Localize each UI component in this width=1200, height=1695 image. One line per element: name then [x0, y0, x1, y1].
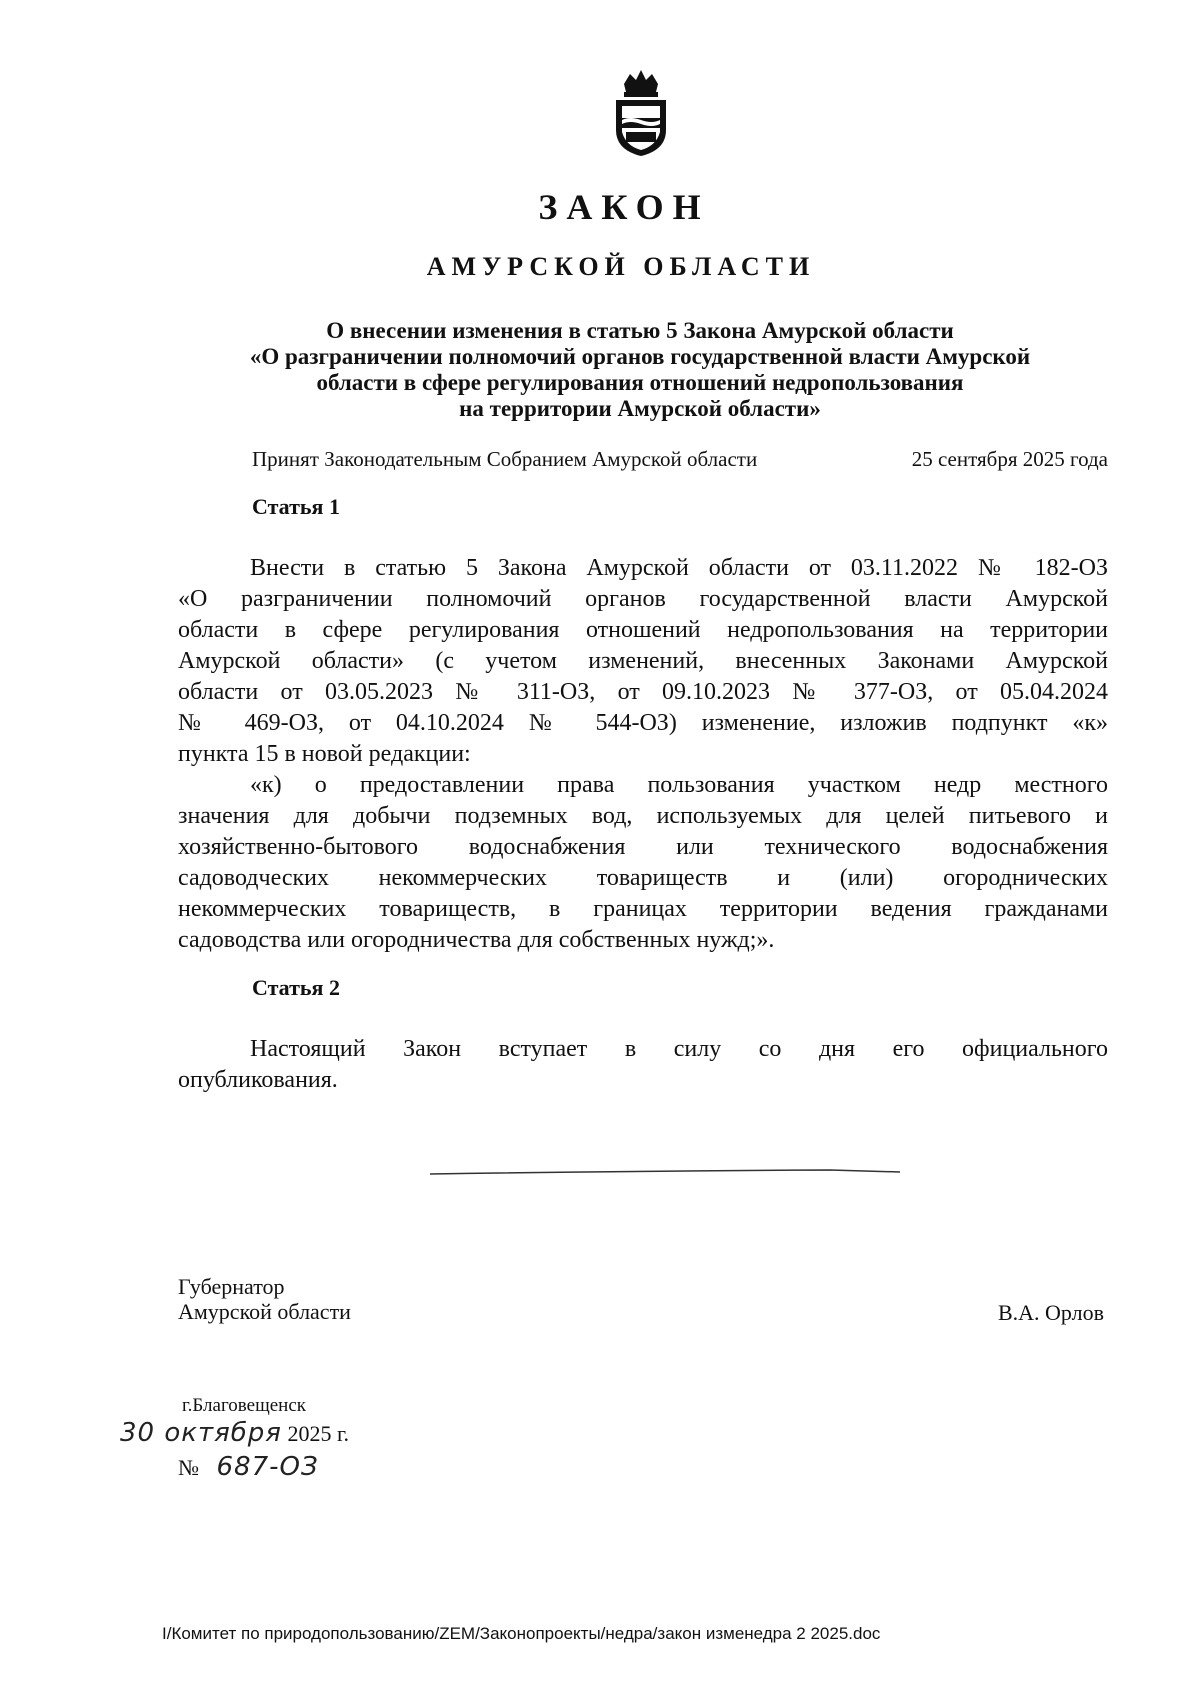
article-1-text: [178, 553, 1108, 956]
text-line: области от 03.05.2023 № 311-ОЗ, от 09.10.2023 № 377-ОЗ, от 05.04.2024: [178, 679, 1108, 705]
date-year: 2025 г.: [287, 1421, 349, 1446]
document-title: ЗАКОН: [538, 187, 710, 227]
text-line: № 469-ОЗ, от 04.10.2024 № 544-ОЗ) изменение, изложив подпункт «к»: [178, 710, 1108, 736]
signatory-position-line: Амурской области: [178, 1299, 351, 1324]
text-line: садоводческих некоммерческих товариществ и (или) огороднических: [178, 865, 1108, 891]
city: г.Благовещенск: [182, 1395, 306, 1416]
text-line: Амурской области» (с учетом изменений, внесенных Законами Амурской: [178, 648, 1108, 674]
article-2-text: [178, 1034, 1108, 1096]
law-name-line: О внесении изменения в статью 5 Закона Амурской области: [326, 318, 954, 343]
text-line: некоммерческих товариществ, в границах территории ведения гражданами: [178, 896, 1108, 922]
signatory-position: [178, 1274, 351, 1324]
law-name-line: «О разграничении полномочий органов государственной власти Амурской: [249, 344, 1031, 369]
article-2-heading: Статья 2: [252, 975, 340, 1000]
law-number: [178, 1452, 319, 1482]
law-name-line: области в сфере регулирования отношений недропользования: [316, 370, 964, 395]
handwritten-number: 687-ОЗ: [216, 1452, 319, 1482]
text-line: садоводства или огородничества для собственных нужд;».: [178, 927, 775, 953]
signatory-name: В.А. Орлов: [997, 1300, 1104, 1325]
article-1-heading: Статья 1: [252, 494, 340, 519]
signatory-position-line: Губернатор: [178, 1274, 285, 1299]
text-line: Внести в статью 5 Закона Амурской области от 03.11.2022 № 182-ОЗ: [250, 555, 1108, 581]
coat-of-arms-icon: [610, 66, 672, 158]
text-line: значения для добычи подземных вод, используемых для целей питьевого и: [178, 803, 1108, 829]
document-subtitle: АМУРСКОЙ ОБЛАСТИ: [426, 252, 816, 281]
handwritten-date: 30 октября: [120, 1418, 282, 1448]
text-line: хозяйственно-бытового водоснабжения или технического водоснабжения: [178, 834, 1108, 860]
file-path-footer: I/Комитет по природопользованию/ZEM/Законопроекты/недра/закон изменедра 2 2025.doc: [162, 1624, 881, 1643]
text-line: области в сфере регулирования отношений недропользования на территории: [178, 617, 1108, 643]
text-line: «О разграничении полномочий органов государственной власти Амурской: [178, 586, 1108, 612]
blank-fill-line: [430, 1168, 910, 1178]
text-line: пункта 15 в новой редакции:: [178, 741, 471, 767]
adopted-date: 25 сентября 2025 года: [911, 447, 1108, 471]
number-prefix: №: [178, 1455, 199, 1480]
text-line: опубликования.: [178, 1067, 338, 1093]
adopted-by: Принят Законодательным Собранием Амурской области: [252, 447, 758, 471]
law-name-line: на территории Амурской области»: [459, 396, 821, 421]
text-line: «к) о предоставлении права пользования участком недр местного: [250, 772, 1108, 798]
text-line: Настоящий Закон вступает в силу со дня его официального: [250, 1036, 1108, 1062]
signing-date: [120, 1418, 349, 1448]
law-name: [180, 318, 1100, 422]
